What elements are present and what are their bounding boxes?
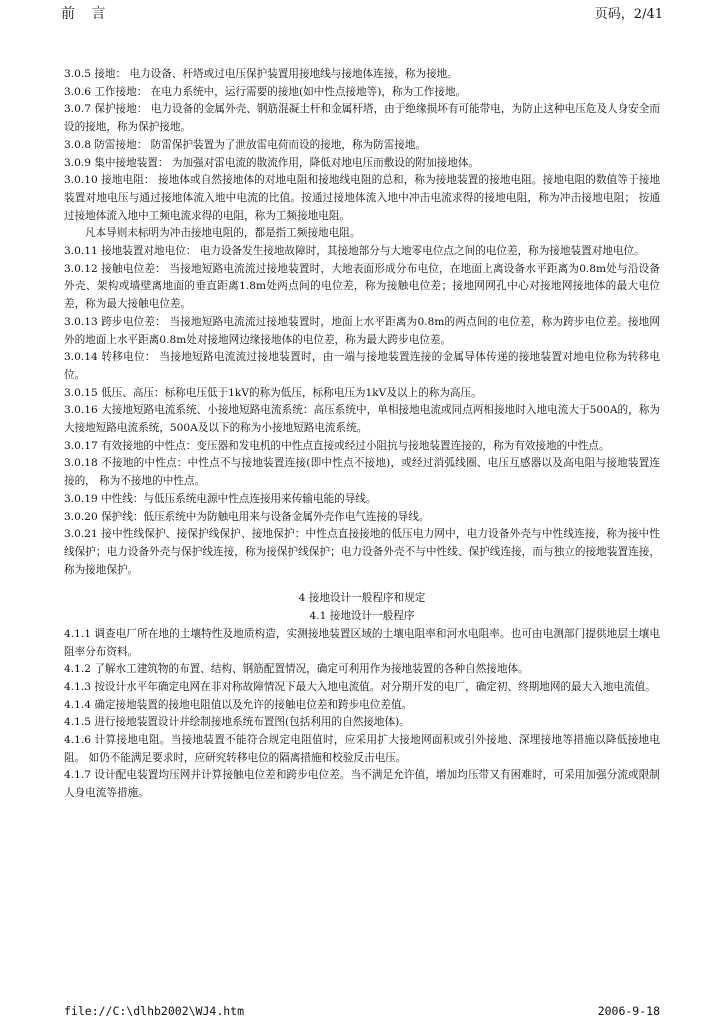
section-spacer xyxy=(64,579,660,590)
clause-3-0-10: 3.0.10 接地电阻： 接地体或自然接地体的对地电阻和接地线电阻的总和，称为接地装置的接地电阻。接地电阻的数值等于接地装置对地电压与通过接地体流入地中电流的比值。按通过接地体流入地中冲击电流求得的接地电阻，称为冲击接地电阻； 按通过接地体流入地中工频电流求得的电阻，称为工频接地电阻。 xyxy=(64,174,660,222)
section-title: 4 接地设计一般程序和规定 xyxy=(298,592,426,605)
clause-3-0-18: 3.0.18 不接地的中性点：中性点不与接地装置连接(即中性点不接地)，或经过消弧线圈、电压互感器以及高电阻与接地装置连接的， 称为不接地的中性点。 xyxy=(64,457,660,488)
clause-3-0-14: 3.0.14 转移电位： 当接地短路电流流过接地装置时，由一端与接地装置连接的金属导体传递的接地装置对地电位称为转移电位。 xyxy=(64,351,660,381)
clause-3-0-20: 3.0.20 保护线：低压系统中为防触电用来与设备金属外壳作电气连接的导线。 xyxy=(64,510,430,523)
header-page-number: 页码，2/41 xyxy=(594,7,663,22)
clause-3-0-9: 3.0.9 集中接地装置： 为加强对雷电流的散流作用，降低对地电压而敷设的附加接地体。 xyxy=(64,156,480,169)
clause-3-0-21: 3.0.21 接中性线保护、接保护线保护、接地保护：中性点直接接地的低压电力网中，电力设备外壳与中性线连接，称为接中性线保护；电力设备外壳与保护线连接，称为接保护线保护；电力设备外壳不与中性线、保护线连接，而与独立的接地装置连接，称为接地保护。 xyxy=(64,528,660,576)
clause-3-0-8: 3.0.8 防雷接地： 防雷保护装置为了泄放雷电荷而设的接地，称为防雷接地。 xyxy=(64,138,427,151)
clause-4-1-6: 4.1.6 计算接地电阻。当接地装置不能符合规定电阻值时，应采用扩大接地网面积或引外接地、深埋接地等措施以降低接地电阻。 如仍不能满足要求时，应研究转移电位的隔离措施和校验反击电压。 xyxy=(64,734,660,764)
clause-3-0-11: 3.0.11 接地装置对地电位： 电力设备发生接地故障时，其接地部分与大地零电位点之间的电位差，称为接地装置对地电位。 xyxy=(64,245,645,258)
clause-3-0-15: 3.0.15 低压、高压：标称电压低于1kV的称为低压，标称电压为1kV及以上的称为高压。 xyxy=(64,386,482,399)
document-body xyxy=(64,66,660,803)
clause-3-0-5: 3.0.5 接地： 电力设备、杆塔或过电压保护装置用接地线与接地体连接，称为接地。 xyxy=(64,68,458,80)
section-subtitle: 4.1 接地设计一般程序 xyxy=(309,610,415,623)
clause-4-1-3: 4.1.3 按设计水平年确定电网在非对称故障情况下最大入地电流值。对分期开发的电厂，确定初、终期地网的最大入地电流值。 xyxy=(64,680,656,693)
page-footer xyxy=(0,1004,724,1024)
clause-3-0-6: 3.0.6 工作接地： 在电力系统中，运行需要的接地(如中性点接地等)，称为工作接地。 xyxy=(64,85,467,98)
clause-4-1-5: 4.1.5 进行接地装置设计并绘制接地系统布置图(包括利用的自然接地体)。 xyxy=(64,716,410,729)
clause-4-1-4: 4.1.4 确定接地装置的接地电阻值以及允许的接触电位差和跨步电位差值。 xyxy=(64,698,413,711)
page-header xyxy=(0,0,724,30)
clause-4-1-2: 4.1.2 了解水工建筑物的布置、结构、钢筋配置情况，确定可利用作为接地装置的各种自然接地体。 xyxy=(64,663,529,676)
clause-3-0-7: 3.0.7 保护接地： 电力设备的金属外壳、钢筋混凝土杆和金属杆塔，由于绝缘损坏有可能带电，为防止这种电压危及人身安全而设的接地，称为保护接地。 xyxy=(64,103,660,134)
clause-3-0-12: 3.0.12 接触电位差： 当接地短路电流流过接地装置时，大地表面形成分布电位，在地面上离设备水平距离为0.8m处与沿设备外壳、架构或墙壁离地面的垂直距离1.8m处两点间的电位差，称为接触电位差；接地网网孔中心对接地网接地体的最大电位差，称为最大接触电位差。 xyxy=(64,262,660,311)
clause-4-1-7: 4.1.7 设计配电装置均压网并计算接触电位差和跨步电位差。当不满足允许值，增加均压带又有困难时，可采用加强分流或限制人身电流等措施。 xyxy=(64,769,660,800)
clause-4-1-1: 4.1.1 调查电厂所在地的土壤特性及地质构造，实测接地装置区域的土壤电阻率和河水电阻率。也可由电测部门提供地层土壤电阻率分布资料。 xyxy=(64,627,660,658)
clause-3-0-19: 3.0.19 中性线：与低压系统电源中性点连接用来传输电能的导线。 xyxy=(64,492,377,505)
header-title: 前 言 xyxy=(61,6,112,22)
clause-3-0-16: 3.0.16 大接地短路电流系统、小接地短路电流系统：高压系统中，单相接地电流或同点两相接地时入地电流大于500A的，称为大接地短路电流系统，500A及以下的称为小接地短路电流系统。 xyxy=(64,404,660,435)
footer-file-path: file://C:\dlhb2002\WJ4.htm xyxy=(64,1004,245,1018)
clause-3-0-13: 3.0.13 跨步电位差： 当接地短路电流流过接地装置时，地面上水平距离为0.8m的两点间的电位差，称为跨步电位差。接地网外的地面上水平距离0.8m处对接地网边缘接地体的电位差，称为最大跨步电位差。 xyxy=(64,315,660,346)
clause-3-0-17: 3.0.17 有效接地的中性点：变压器和发电机的中性点直接或经过小阻抗与接地装置连接的，称为有效接地的中性点。 xyxy=(64,439,610,452)
note-paragraph: 凡本导则未标明为冲击接地电阻的，都是指工频接地电阻。 xyxy=(85,227,361,240)
footer-date: 2006-9-18 xyxy=(597,1004,660,1018)
